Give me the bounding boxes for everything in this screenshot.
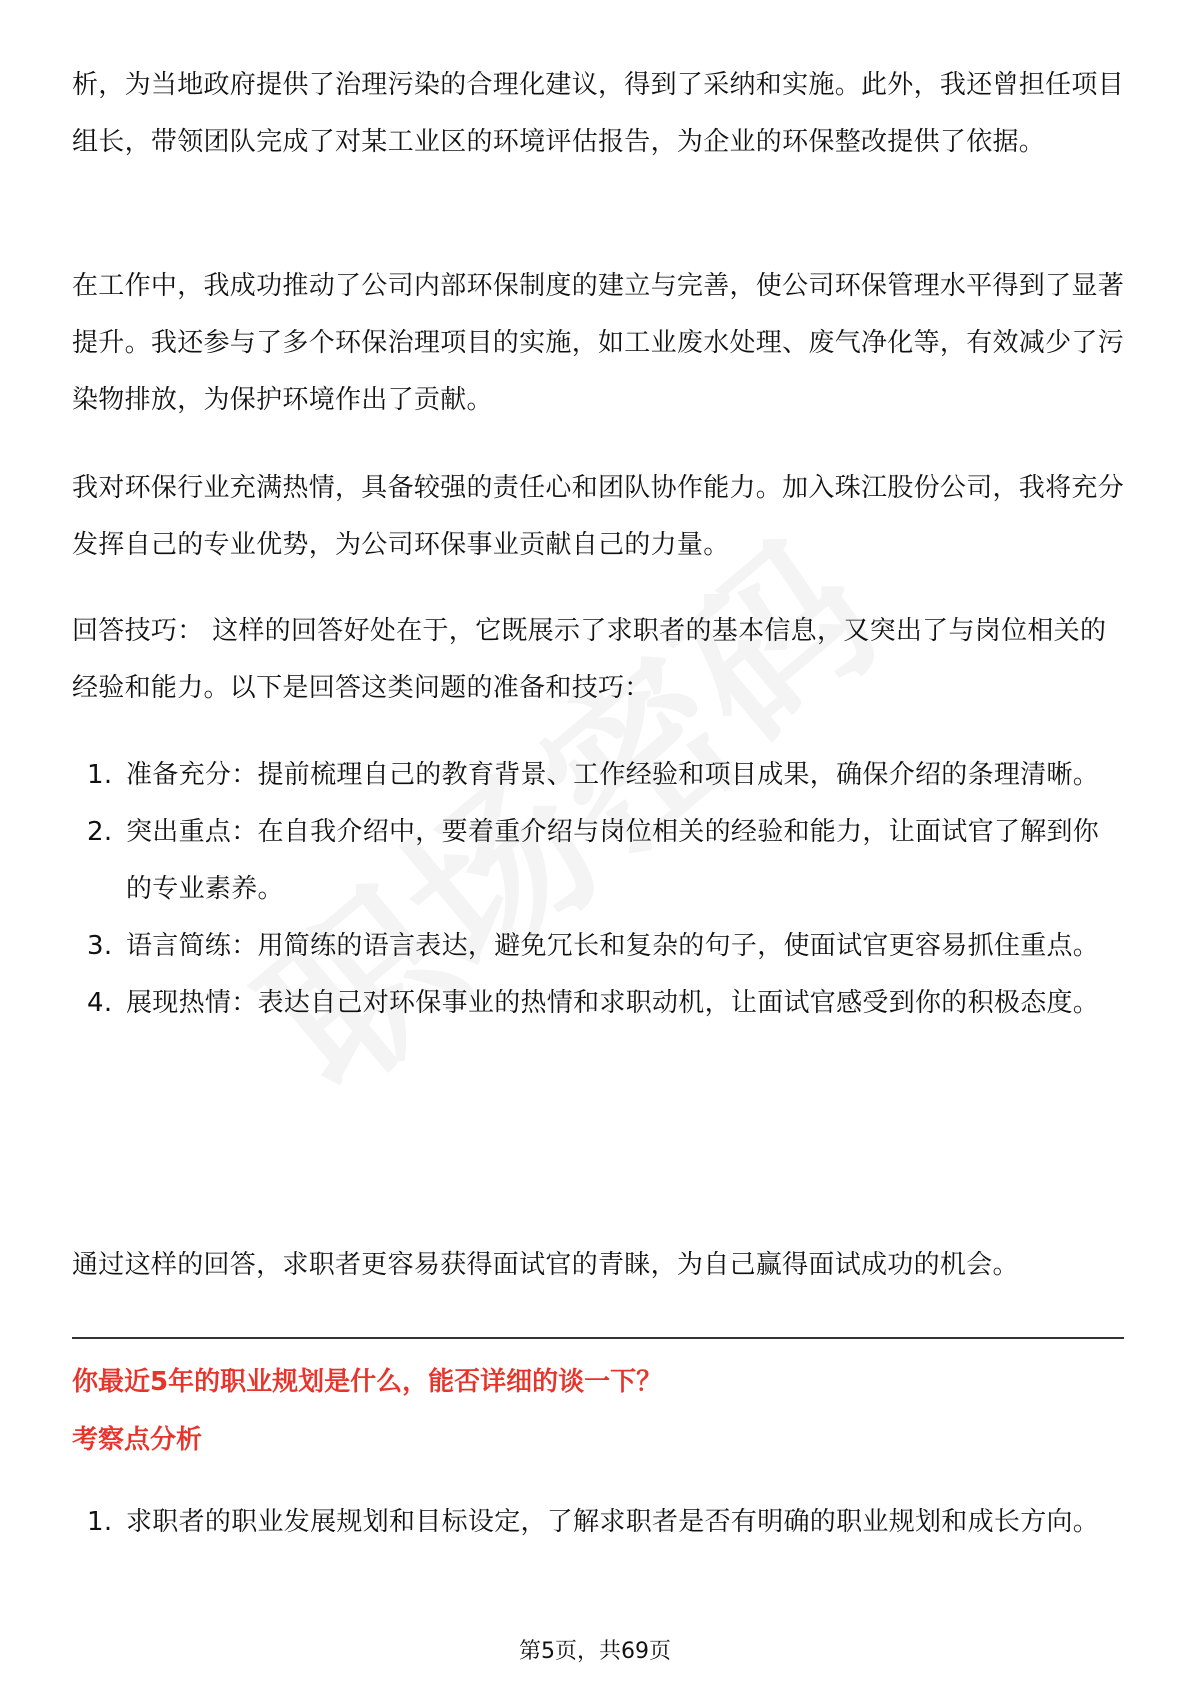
- list-item-number: 4.: [87, 988, 113, 1018]
- question-subtitle: 考察点分析: [72, 1425, 203, 1455]
- list-item: [72, 804, 1124, 918]
- list-item-text: 展现热情：表达自己对环保事业的热情和求职动机，让面试官感受到你的积极态度。: [126, 988, 1100, 1018]
- list-item: [72, 1494, 1124, 1551]
- page-number: 第5页，共69页: [519, 1639, 671, 1664]
- paragraph-answer-tips: 回答技巧： 这样的回答好处在于，它既展示了求职者的基本信息，又突出了与岗位相关的经验和能力。以下是回答这类问题的准备和技巧：: [72, 616, 1107, 703]
- list-item-number: 1.: [87, 1507, 113, 1537]
- list-item-number: 2.: [87, 817, 113, 847]
- list-item: [72, 918, 1124, 975]
- list-item-number: 1.: [87, 760, 113, 790]
- list-item: [72, 975, 1124, 1032]
- list-item: [72, 747, 1124, 804]
- paragraph-conclusion: 通过这样的回答，求职者更容易获得面试官的青睐，为自己赢得面试成功的机会。: [72, 1250, 1019, 1280]
- list-item-number: 3.: [87, 931, 113, 961]
- analysis-list: [72, 1494, 1124, 1551]
- document-page: [72, 0, 1124, 1684]
- tips-list: [72, 747, 1124, 1032]
- paragraph-experience: 析，为当地政府提供了治理污染的合理化建议，得到了采纳和实施。此外，我还曾担任项目组长，带领团队完成了对某工业区的环境评估报告，为企业的环保整改提供了依据。: [72, 70, 1125, 157]
- paragraph-passion: 我对环保行业充满热情，具备较强的责任心和团队协作能力。加入珠江股份公司，我将充分发挥自己的专业优势，为公司环保事业贡献自己的力量。: [72, 473, 1125, 560]
- list-item-text: 语言简练：用简练的语言表达，避免冗长和复杂的句子，使面试官更容易抓住重点。: [126, 931, 1100, 961]
- list-item-text: 突出重点：在自我介绍中，要着重介绍与岗位相关的经验和能力，让面试官了解到你的专业素养。: [126, 817, 1100, 904]
- section-divider: [72, 1337, 1124, 1339]
- paragraph-work: 在工作中，我成功推动了公司内部环保制度的建立与完善，使公司环保管理水平得到了显著提升。我还参与了多个环保治理项目的实施，如工业废水处理、废气净化等，有效减少了污染物排放，为保护环境作出了贡献。: [72, 271, 1125, 415]
- list-item-text: 求职者的职业发展规划和目标设定，了解求职者是否有明确的职业规划和成长方向。: [126, 1507, 1100, 1537]
- list-item-text: 准备充分：提前梳理自己的教育背景、工作经验和项目成果，确保介绍的条理清晰。: [126, 760, 1100, 790]
- question-title: 你最近5年的职业规划是什么，能否详细的谈一下？: [72, 1367, 663, 1397]
